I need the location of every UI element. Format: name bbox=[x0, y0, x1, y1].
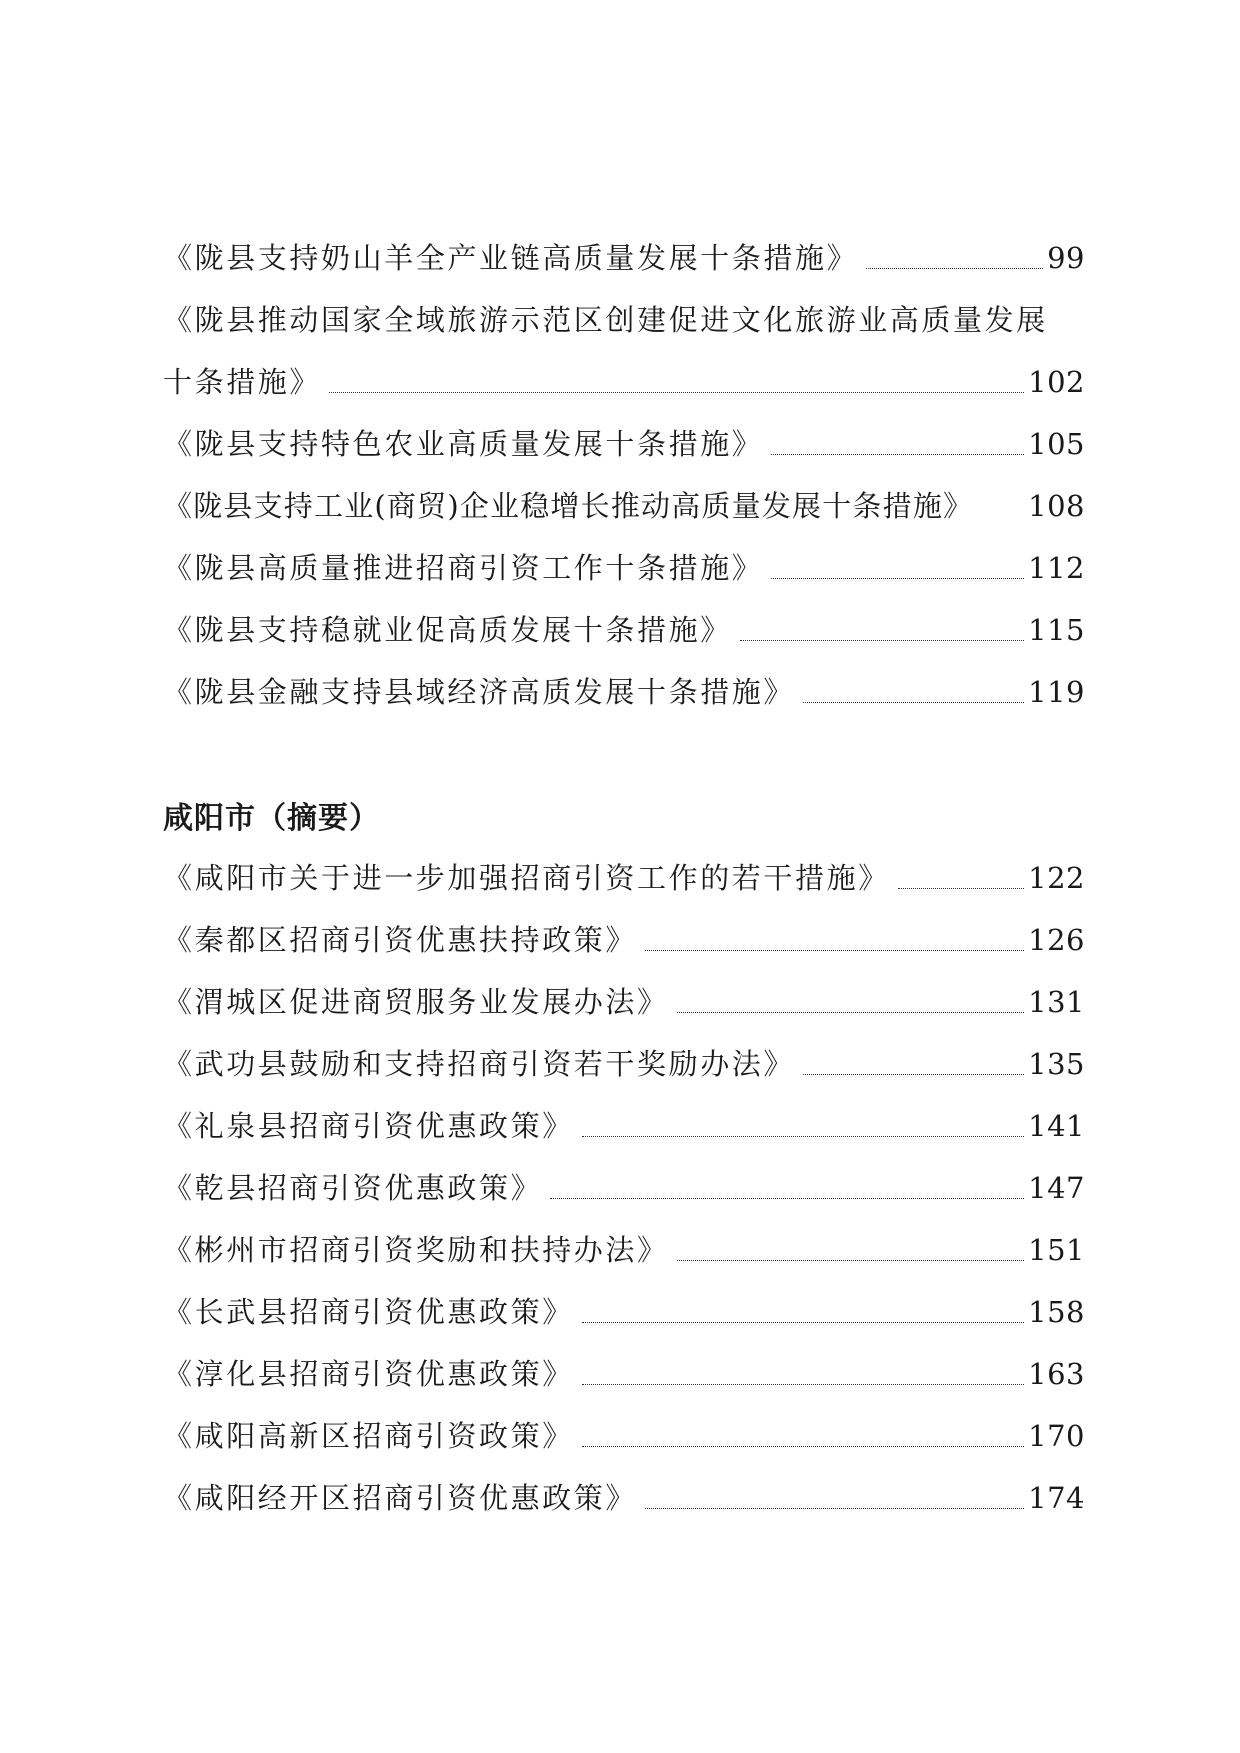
toc-leader-dots bbox=[645, 1507, 1024, 1509]
toc-entry-page: 131 bbox=[1028, 985, 1085, 1019]
toc-entry-title-line1[interactable]: 《陇县推动国家全域旅游示范区创建促进文化旅游业高质量发展 bbox=[163, 303, 1048, 337]
toc-entry[interactable] bbox=[163, 610, 1085, 650]
toc-entry[interactable] bbox=[163, 1044, 1085, 1084]
toc-entry[interactable] bbox=[163, 1416, 1085, 1456]
toc-entry[interactable] bbox=[163, 1168, 1085, 1208]
toc-entry-title: 《咸阳市关于进一步加强招商引资工作的若干措施》 bbox=[163, 861, 890, 895]
toc-entry[interactable] bbox=[163, 1106, 1085, 1146]
toc-entry-page: 147 bbox=[1028, 1171, 1085, 1205]
toc-entry[interactable] bbox=[163, 238, 1085, 278]
toc-entry-page: 135 bbox=[1028, 1047, 1085, 1081]
toc-entry-page: 115 bbox=[1028, 613, 1085, 647]
toc-entry-page: 163 bbox=[1028, 1357, 1085, 1391]
toc-entry[interactable] bbox=[163, 424, 1085, 464]
toc-entry-title: 《陇县支持稳就业促高质发展十条措施》 bbox=[163, 613, 732, 647]
toc-entry-title: 《陇县支持工业(商贸)企业稳增长推动高质量发展十条措施》 bbox=[163, 489, 974, 523]
toc-entry-page: 126 bbox=[1028, 923, 1085, 957]
toc-entry-title: 《陇县支持奶山羊全产业链高质量发展十条措施》 bbox=[163, 241, 859, 275]
toc-entry-page: 105 bbox=[1028, 427, 1085, 461]
toc-entry-title: 《咸阳经开区招商引资优惠政策》 bbox=[163, 1481, 638, 1515]
toc-entry[interactable] bbox=[163, 1230, 1085, 1270]
toc-entry-page: 170 bbox=[1028, 1419, 1085, 1453]
toc-leader-dots bbox=[866, 267, 1043, 269]
toc-entry-page: 119 bbox=[1028, 675, 1085, 709]
toc-entry[interactable] bbox=[163, 982, 1085, 1022]
toc-entry-page: 108 bbox=[1028, 489, 1085, 523]
toc-entry-title: 《武功县鼓励和支持招商引资若干奖励办法》 bbox=[163, 1047, 796, 1081]
toc-entry-page: 99 bbox=[1047, 241, 1085, 275]
toc-entry-title: 《秦都区招商引资优惠扶持政策》 bbox=[163, 923, 638, 957]
toc-leader-dots bbox=[803, 1073, 1024, 1075]
toc-entry-title: 《咸阳高新区招商引资政策》 bbox=[163, 1419, 574, 1453]
toc-leader-dots bbox=[740, 639, 1024, 641]
toc-entry-page: 122 bbox=[1028, 861, 1085, 895]
toc-leader-dots bbox=[677, 1259, 1025, 1261]
toc-leader-dots bbox=[677, 1011, 1025, 1013]
toc-entry[interactable] bbox=[163, 362, 1085, 402]
toc-entry-title: 《陇县支持特色农业高质量发展十条措施》 bbox=[163, 427, 764, 461]
toc-leader-dots bbox=[329, 391, 1024, 393]
toc-entry[interactable] bbox=[163, 1478, 1085, 1518]
toc-entry-page: 112 bbox=[1028, 551, 1085, 585]
toc-leader-dots bbox=[582, 1383, 1024, 1385]
toc-entry-title: 《礼泉县招商引资优惠政策》 bbox=[163, 1109, 574, 1143]
toc-entry-title: 《陇县金融支持县域经济高质发展十条措施》 bbox=[163, 675, 796, 709]
toc-entry-page: 158 bbox=[1028, 1295, 1085, 1329]
toc-entry-page: 141 bbox=[1028, 1109, 1085, 1143]
toc-leader-dots bbox=[582, 1321, 1024, 1323]
toc-entry-title: 《陇县高质量推进招商引资工作十条措施》 bbox=[163, 551, 764, 585]
toc-leader-dots bbox=[645, 949, 1024, 951]
toc-leader-dots bbox=[771, 577, 1024, 579]
toc-entry[interactable] bbox=[163, 1354, 1085, 1394]
toc-leader-dots bbox=[550, 1197, 1024, 1199]
toc-entry-title: 《彬州市招商引资奖励和扶持办法》 bbox=[163, 1233, 669, 1267]
toc-leader-dots bbox=[898, 887, 1024, 889]
toc-entry-page: 151 bbox=[1028, 1233, 1085, 1267]
toc-entry-title: 《乾县招商引资优惠政策》 bbox=[163, 1171, 543, 1205]
toc-entry[interactable] bbox=[163, 548, 1085, 588]
toc-leader-dots bbox=[582, 1445, 1024, 1447]
toc-entry-title: 《淳化县招商引资优惠政策》 bbox=[163, 1357, 574, 1391]
toc-leader-dots bbox=[582, 1135, 1024, 1137]
toc-leader-dots bbox=[771, 453, 1024, 455]
toc-entry[interactable] bbox=[163, 486, 1085, 526]
toc-entry[interactable] bbox=[163, 920, 1085, 960]
toc-entry-page: 174 bbox=[1028, 1481, 1085, 1515]
toc-entry-title: 《长武县招商引资优惠政策》 bbox=[163, 1295, 574, 1329]
toc-leader-dots bbox=[803, 701, 1024, 703]
toc-entry-page: 102 bbox=[1028, 365, 1085, 399]
toc-entry-title: 《渭城区促进商贸服务业发展办法》 bbox=[163, 985, 669, 1019]
toc-entry[interactable] bbox=[163, 672, 1085, 712]
toc-entry-title-line2: 十条措施》 bbox=[163, 365, 322, 399]
section-heading: 咸阳市（摘要） bbox=[163, 801, 380, 836]
toc-entry[interactable] bbox=[163, 1292, 1085, 1332]
toc-entry[interactable] bbox=[163, 858, 1085, 898]
